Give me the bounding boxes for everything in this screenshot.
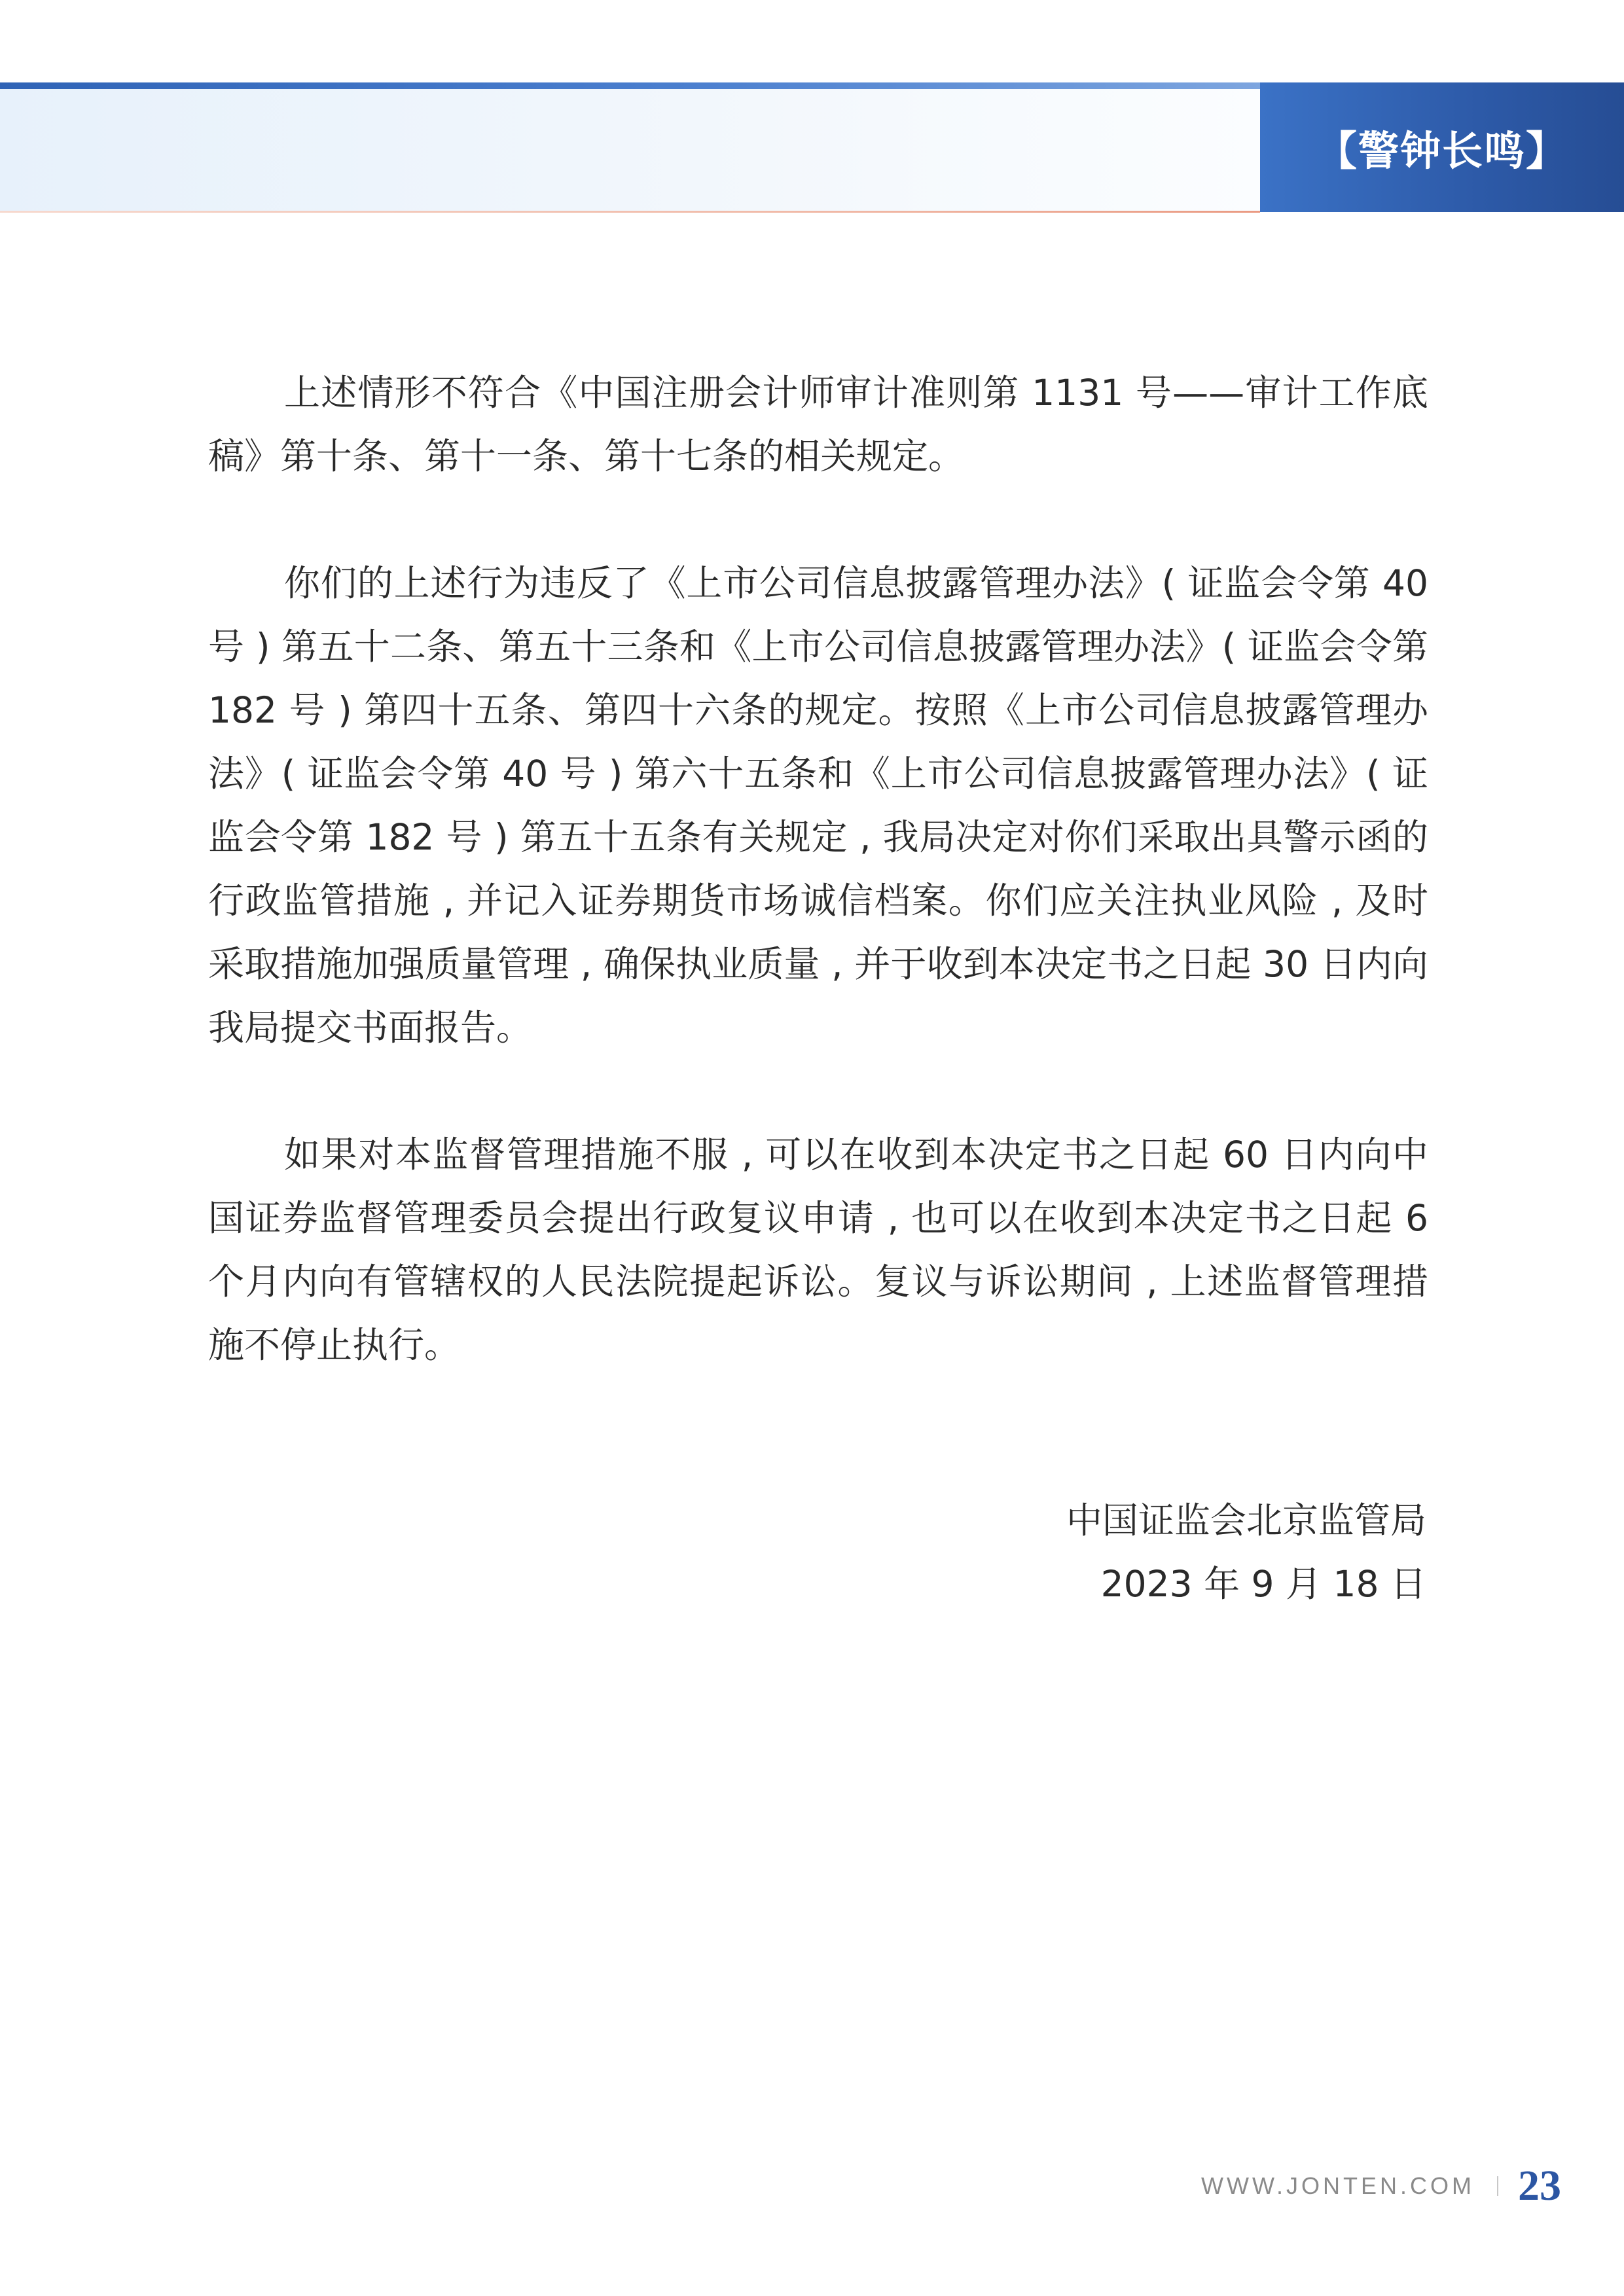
header-underline	[0, 211, 1260, 213]
signature-block	[1066, 1489, 1426, 1616]
paragraph-decision: 你们的上述行为违反了《上市公司信息披露管理办法》( 证监会令第 40 号 ) 第五十二条、第五十三条和《上市公司信息披露管理办法》( 证监会令第 182 号 ) 第四十五条、第四十六条的规定。按照《上市公司信息披露管理办法》( 证监会令第 40 号 ) 第六十五条和《上市公司信息披露管理办法》( 证监会令第 182 号 ) 第五十五条有关规定 , 我局决定对你们采取出具警示函的行政监管措施 , 并记入证券期货市场诚信档案。你们应关注执业风险 , 及时采取措施加强质量管理 , 确保执业质量 , 并于收到本决定书之日起 30 日内向我局提交书面报告。	[208, 562, 1428, 1049]
paragraph-appeal-rights: 如果对本监督管理措施不服 , 可以在收到本决定书之日起 60 日内向中国证券监督管理委员会提出行政复议申请 , 也可以在收到本决定书之日起 6 个月内向有管辖权的人民法院提起诉讼。复议与诉讼期间 , 上述监督管理措施不停止执行。	[208, 1134, 1428, 1366]
footer-divider	[1497, 2176, 1498, 2196]
issue-date: 2023 年 9 月 18 日	[1100, 1563, 1426, 1605]
website-url: WWW.JONTEN.COM	[1201, 2172, 1475, 2199]
issuer-name: 中国证监会北京监管局	[1066, 1499, 1426, 1541]
paragraph-violation-standard: 上述情形不符合《中国注册会计师审计准则第 1131 号——审计工作底稿》第十条、第十一条、第十七条的相关规定。	[208, 372, 1428, 477]
header-band	[0, 89, 1260, 212]
section-tag	[1260, 82, 1624, 212]
document-body	[208, 361, 1428, 1377]
header-accent-line	[0, 82, 1260, 89]
section-tag-label: 【警钟长鸣】	[1316, 126, 1568, 175]
page-footer	[1201, 2160, 1561, 2212]
page-number: 23	[1518, 2162, 1561, 2210]
